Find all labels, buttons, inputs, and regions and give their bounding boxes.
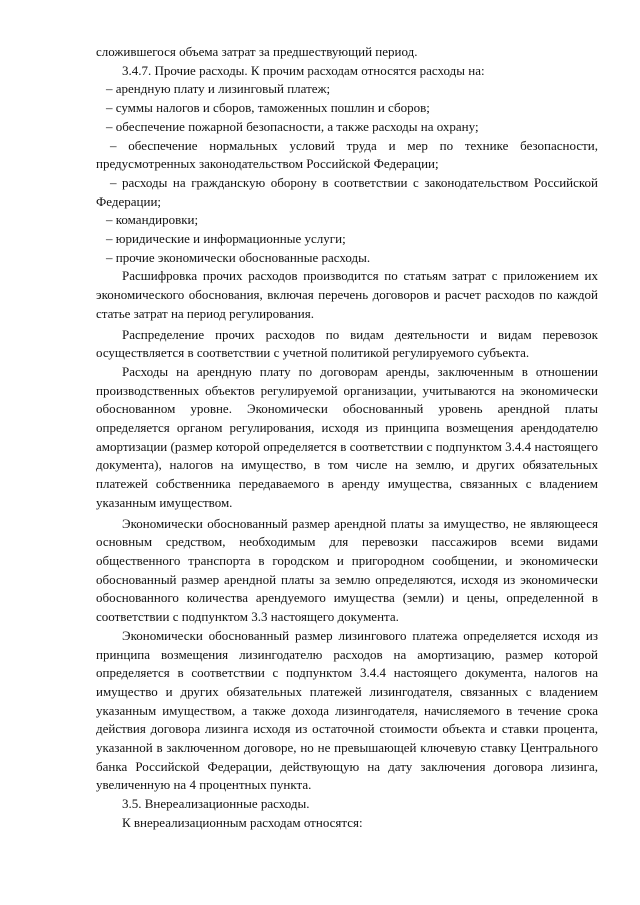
document-body <box>96 43 598 833</box>
section-heading-3-4-7: 3.4.7. Прочие расходы. К прочим расходам относятся расходы на: <box>122 62 485 78</box>
paragraph-breakdown: Расшифровка прочих расходов производится по статьям затрат с приложением их экономического обоснования, включая перечень договоров и расчет расходов по каждой статье затрат на период регулирования. <box>96 268 598 321</box>
paragraph-continuation: сложившегося объема затрат за предшествующий период. <box>96 44 418 59</box>
list-item-fire-safety: – обеспечение пожарной безопасности, а также расходы на охрану; <box>106 118 479 134</box>
list-item-lease: – арендную плату и лизинговый платеж; <box>106 81 331 97</box>
list-item-taxes: – суммы налогов и сборов, таможенных пошлин и сборов; <box>106 100 430 116</box>
paragraph-non-operating: К внереализационным расходам относятся: <box>122 814 363 830</box>
list-item-other-expenses: – прочие экономически обоснованные расходы. <box>106 249 371 265</box>
list-item-legal-services: – юридические и информационные услуги; <box>106 231 346 247</box>
list-item-labor-safety: – обеспечение нормальных условий труда и мер по технике безопасности, предусмотренных законодательством Российской Федерации; <box>96 137 598 172</box>
list-item-civil-defense: – расходы на гражданскую оборону в соответствии с законодательством Российской Федерации; <box>96 174 598 209</box>
paragraph-distribution: Распределение прочих расходов по видам деятельности и видам перевозок осуществляется в соответствии с учетной политикой регулируемого субъекта. <box>96 326 598 361</box>
list-item-business-trips: – командировки; <box>106 212 199 228</box>
section-heading-3-5: 3.5. Внереализационные расходы. <box>122 796 310 812</box>
paragraph-lease-non-core: Экономически обоснованный размер арендной платы за имущество, не являющееся основным средством, необходимым для перевозки пассажиров всеми видами общественного транспорта в городском и пригородном сообщении, и экономически обоснованный размер арендной платы за землю определяются, исходя из экономически обоснованного количества арендуемого имущества (земли) и цены, определенной в соответствии с подпунктом 3.3 настоящего документа. <box>96 515 598 625</box>
paragraph-lease-payments: Расходы на арендную плату по договорам аренды, заключенным в отношении производственных объектов регулируемой организации, учитываются на экономически обоснованном уровне. Экономически обоснованный уровень арендной платы определяется органом регулирования, исходя из принципа возмещения арендодателю амортизации (размер которой определяется в соответствии с подпунктом 3.4.4 настоящего документа), налогов на имущество, в том числе на землю, и других обязательных платежей собственника передаваемого в аренду имущества, связанных с владением указанным имуществом. <box>96 363 598 510</box>
paragraph-leasing-payment: Экономически обоснованный размер лизингового платежа определяется исходя из принципа возмещения лизингодателю расходов на амортизацию, размер которой определяется в соответствии с подпунктом 3.4.4 настоящего документа, налогов на имущество и других обязательных платежей лизингодателя, связанных с владением указанным имуществом, а также дохода лизингодателя, начисляемого в течение срока действия договора лизинга исходя из остаточной стоимости объекта и ставки процента, указанной в заключенном договоре, но не превышающей ключевую ставку Центрального банка Российской Федерации, действующую на дату заключения договора лизинга, увеличенную на 4 процентных пункта. <box>96 627 598 793</box>
